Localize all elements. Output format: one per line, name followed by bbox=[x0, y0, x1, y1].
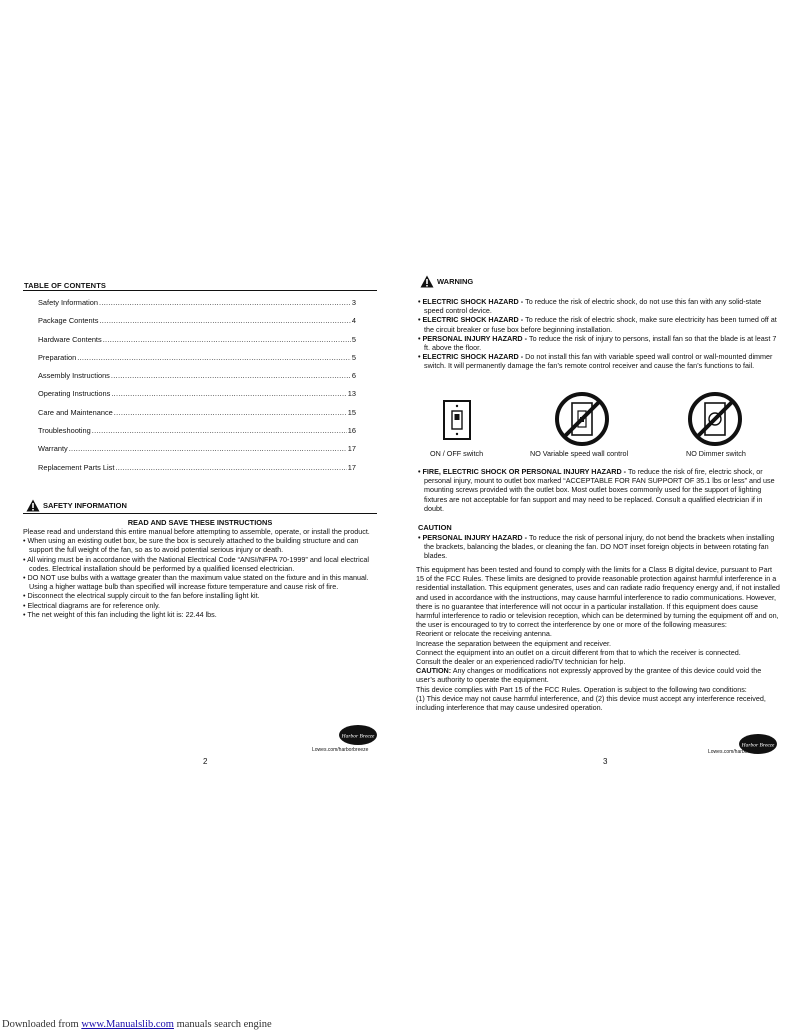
fire-hazard bbox=[418, 467, 778, 513]
toc-divider bbox=[23, 290, 377, 291]
toc-item bbox=[38, 426, 356, 444]
on-off-switch-icon bbox=[442, 399, 472, 441]
warning-item-text: To reduce the risk of electric shock, do not use this fan with any solid-state speed control device. bbox=[424, 297, 762, 316]
toc-item-page: 4 bbox=[351, 316, 356, 326]
safety-intro: Please read and understand this entire manual before attempting to assemble, operate, or install the product. bbox=[23, 527, 370, 536]
warning-triangle-icon bbox=[420, 275, 434, 288]
toc-item bbox=[38, 353, 356, 371]
toc-item-label: Hardware Contents bbox=[38, 334, 102, 344]
no-dimmer-caption: NO Dimmer switch bbox=[686, 449, 746, 458]
safety-bullet: • All wiring must be in accordance with the National Electrical Code “ANSI/NFPA 70-1999” and local electrical codes. Electrical installation should be performed by a qualified licensed electrician. bbox=[23, 554, 369, 573]
warning-item bbox=[418, 297, 778, 315]
toc-item bbox=[38, 444, 356, 462]
warning-item-text: Do not install this fan with variable speed wall control or wall-mounted dimmer switch. It will permanently damage the fan’s remote control receiver and cause the fan’s functions to fail. bbox=[424, 352, 773, 371]
footer-suffix: manuals search engine bbox=[173, 1019, 272, 1030]
toc-item-page: 5 bbox=[351, 334, 356, 344]
warning-heading-text: WARNING bbox=[437, 277, 474, 286]
toc-item-label: Replacement Parts List bbox=[38, 462, 115, 472]
site-label: Lowes.com/harborbreeze bbox=[708, 749, 765, 755]
toc-item bbox=[38, 389, 356, 407]
fcc-caution-bold: CAUTION: bbox=[416, 666, 452, 676]
toc-item-page: 13 bbox=[347, 389, 356, 399]
no-variable-speed-caption: NO Variable speed wall control bbox=[530, 449, 629, 458]
fcc-paragraph: This device complies with Part 15 of the FCC Rules. Operation is subject to the following two conditions: bbox=[416, 684, 747, 694]
safety-divider bbox=[23, 513, 377, 514]
safety-subheading: READ AND SAVE THESE INSTRUCTIONS bbox=[127, 518, 273, 527]
toc-item-label: Safety Information bbox=[38, 298, 98, 307]
safety-heading bbox=[26, 499, 127, 512]
warning-item-text: To reduce the risk of injury to persons, install fan so that the blade is at least 7 ft. above the floor. bbox=[424, 333, 777, 353]
fire-hazard-text: To reduce the risk of fire, electric shock, or personal injury, mount to outlet box marked “ACCEPTABLE FOR FAN SUPPORT OF 35.1 lbs or less” and use mounting screws provided with the outlet box. Most outlet boxes commonly used for the support of lighting fixtures are not acceptable for fan support and may need to be replaced. Consult a qualified electrician if in doubt. bbox=[424, 467, 775, 513]
toc-item bbox=[38, 298, 356, 316]
fcc-caution bbox=[416, 666, 780, 684]
warning-heading bbox=[420, 275, 473, 288]
toc-list bbox=[38, 298, 356, 481]
logo-text: Harbor Breeze bbox=[741, 742, 775, 749]
download-footer bbox=[2, 1019, 272, 1030]
fcc-measure: Increase the separation between the equipment and receiver. bbox=[416, 638, 611, 648]
fcc-paragraph: This equipment has been tested and found to comply with the limits for a Class B digital device, pursuant to Part 15 of the FCC Rules. These limits are designed to provide reasonable protection against harmful interference in a residential installation. This equipment generates, uses and can radiate radio frequency energy and, if not installed and used in accordance with the instructions, may cause harmful interference to radio communications. However, there is no guarantee that interference will not occur in a particular installation. If this equipment does cause harmful interference to radio or television reception, which can be determined by turning the equipment off and on, the user is encouraged to try to correct the interference by one or more of the following measures: bbox=[416, 565, 780, 630]
page-number: 2 bbox=[203, 757, 208, 766]
warning-item-bold: • ELECTRIC SHOCK HAZARD - bbox=[418, 297, 526, 306]
toc-dot-leader bbox=[103, 335, 351, 344]
warning-item bbox=[418, 315, 778, 333]
toc-dot-leader bbox=[77, 353, 351, 362]
toc-item-label: Preparation bbox=[38, 352, 77, 362]
fcc-statement bbox=[416, 565, 780, 712]
warning-item-bold: • ELECTRIC SHOCK HAZARD - bbox=[418, 352, 526, 362]
fcc-caution-text: Any changes or modifications not expressly approved by the grantee of this device could void the user’s authority to operate the equipment. bbox=[416, 666, 762, 685]
toc-item-page: 17 bbox=[347, 444, 356, 454]
safety-bullet: • DO NOT use bulbs with a wattage greater than the maximum value stated on the fixture and in this manual. Using a higher wattage bulb than specified will increase fixture temperature and cause risk of fire. bbox=[23, 573, 369, 592]
safety-bullet: • The net weight of this fan including the light kit is: 22.44 lbs. bbox=[23, 609, 217, 619]
toc-item bbox=[38, 408, 356, 426]
toc-dot-leader bbox=[115, 463, 346, 472]
no-dimmer-switch-icon bbox=[687, 391, 743, 447]
fcc-measure: Consult the dealer or an experienced radio/TV technician for help. bbox=[416, 657, 626, 667]
toc-dot-leader bbox=[99, 298, 351, 307]
safety-heading-text: SAFETY INFORMATION bbox=[43, 501, 127, 510]
toc-item-page: 6 bbox=[351, 371, 356, 381]
caution-bold: • PERSONAL INJURY HAZARD - bbox=[418, 533, 530, 542]
toc-item-label: Operating Instructions bbox=[38, 389, 111, 399]
toc-dot-leader bbox=[111, 389, 346, 398]
toc-item bbox=[38, 316, 356, 334]
toc-item-page: 15 bbox=[347, 407, 356, 417]
toc-item-label: Care and Maintenance bbox=[38, 407, 113, 417]
toc-dot-leader bbox=[69, 444, 347, 453]
toc-item-page: 17 bbox=[347, 462, 356, 472]
fcc-measure: Connect the equipment into an outlet on a circuit different from that to which the receiver is connected. bbox=[416, 647, 741, 657]
footer-prefix: Downloaded from bbox=[2, 1019, 82, 1030]
toc-dot-leader bbox=[111, 371, 351, 380]
safety-bullet: • Disconnect the electrical supply circuit to the fan before installing light kit. bbox=[23, 591, 260, 601]
no-variable-speed-control-icon bbox=[554, 391, 610, 447]
page-number: 3 bbox=[603, 757, 608, 766]
right-page bbox=[400, 0, 800, 1036]
caution-text: To reduce the risk of personal injury, do not bend the brackets when installing the brackets, balancing the blades, or cleaning the fan. DO NOT inset foreign objects in between rotating fan blades. bbox=[424, 533, 775, 561]
warning-body bbox=[418, 297, 778, 371]
toc-item-page: 3 bbox=[351, 298, 356, 307]
toc-dot-leader bbox=[92, 426, 347, 435]
manualslib-link[interactable]: www.Manualslib.com bbox=[81, 1019, 174, 1030]
toc-item bbox=[38, 463, 356, 481]
site-label: Lowes.com/harborbreeze bbox=[312, 747, 369, 753]
toc-dot-leader bbox=[114, 408, 347, 417]
logo-text: Harbor Breeze bbox=[341, 733, 375, 740]
toc-item-label: Assembly Instructions bbox=[38, 371, 110, 381]
warning-item-bold: • PERSONAL INJURY HAZARD - bbox=[418, 333, 530, 343]
warning-item bbox=[418, 334, 778, 352]
warning-item-bold: • ELECTRIC SHOCK HAZARD - bbox=[418, 315, 526, 325]
safety-bullet: • When using an existing outlet box, be sure the box is securely attached to the building structure and can support the full weight of the fan, so as to avoid potential serious injury or death. bbox=[23, 536, 359, 555]
warning-item bbox=[418, 352, 778, 370]
warning-item-text: To reduce the risk of electric shock, make sure electricity has been turned off at the circuit breaker or fuse box before beginning installation. bbox=[424, 315, 777, 334]
caution-title: CAUTION bbox=[418, 523, 452, 532]
toc-item bbox=[38, 371, 356, 389]
caution-body bbox=[418, 533, 778, 561]
safety-bullet: • Electrical diagrams are for reference only. bbox=[23, 600, 161, 610]
warning-triangle-icon bbox=[26, 499, 40, 512]
toc-title: TABLE OF CONTENTS bbox=[24, 281, 106, 290]
fcc-measure: Reorient or relocate the receiving antenna. bbox=[416, 629, 552, 639]
fcc-paragraph: (1) This device may not cause harmful interference, and (2) this device must accept any interference received, including interference that may cause undesired operation. bbox=[416, 693, 766, 713]
toc-item bbox=[38, 335, 356, 353]
toc-dot-leader bbox=[99, 316, 350, 325]
harbor-breeze-logo bbox=[338, 724, 378, 746]
toc-item-page: 5 bbox=[351, 352, 356, 362]
on-off-switch-caption: ON / OFF switch bbox=[430, 449, 484, 458]
toc-item-label: Package Contents bbox=[38, 316, 99, 326]
toc-item-label: Warranty bbox=[38, 444, 68, 454]
fire-hazard-bold: • FIRE, ELECTRIC SHOCK OR PERSONAL INJURY HAZARD - bbox=[418, 467, 629, 476]
safety-body bbox=[23, 527, 379, 619]
toc-item-page: 16 bbox=[347, 426, 356, 436]
toc-item-label: Troubleshooting bbox=[38, 426, 91, 436]
